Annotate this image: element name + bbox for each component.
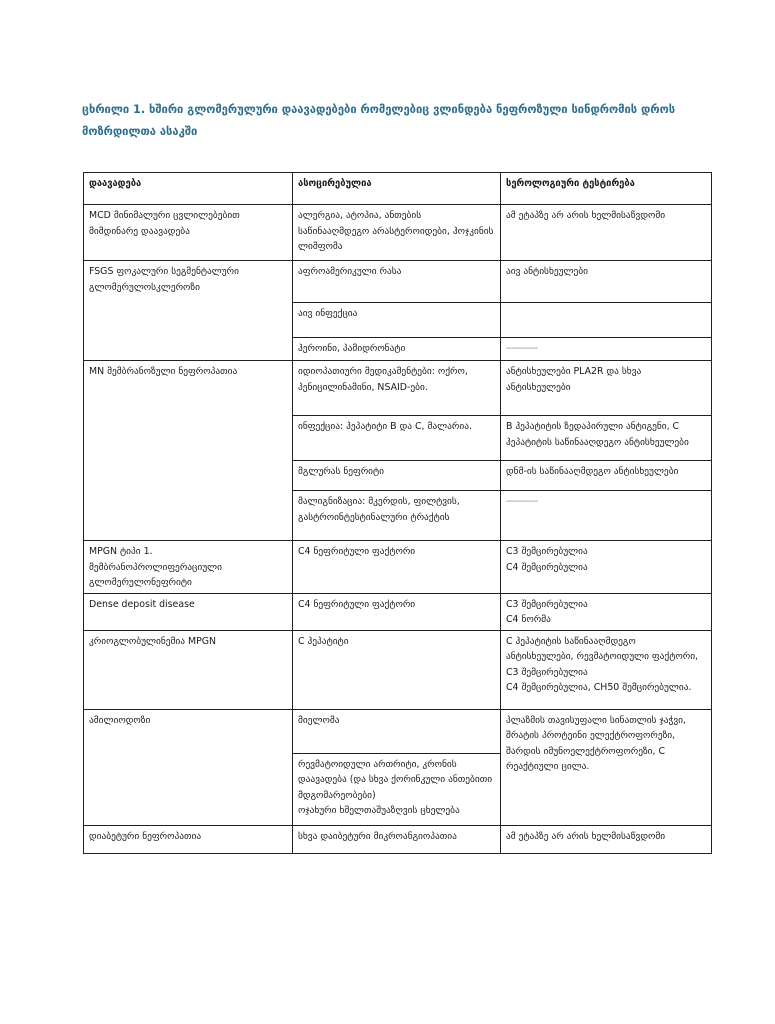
table-row (84, 825, 712, 853)
cell-disease: დიაბეტური ნეფროპათია (84, 825, 293, 853)
header-disease: დაავადება (84, 173, 293, 205)
cell-serology: ----------- (501, 338, 712, 361)
cell-serology: ----------- (501, 491, 712, 541)
cell-associated: ინფექცია: ჰეპატიტი B და C, მალარია. (293, 416, 501, 461)
cell-associated: რევმატოიდული ართრიტი, კრონის დაავადება (და სხვა ქორინკული ანთებითი მდგომარეობები) ოჯახური ხმელთაშუაზღვის ცხელება (293, 753, 501, 825)
cell-associated: ჰეროინი, პამიდრონატი (293, 338, 501, 361)
glomerular-diseases-table (83, 172, 712, 854)
cell-associated: მიელომა (293, 709, 501, 753)
header-serology: სეროლოგიური ტესტირება (501, 173, 712, 205)
table-row (84, 361, 712, 416)
table-row (84, 541, 712, 594)
cell-serology: ამ ეტაპზე არ არის ხელმისაწვდომი (501, 825, 712, 853)
cell-disease: MPGN ტიპი 1. მემბრანოპროლიფერაციული გლომერულონეფრიტი (84, 541, 293, 594)
cell-serology: C ჰეპატიტის საწინააღმდეგო ანტისხეულები, რევმატოიდული ფაქტორი, C3 შემცირებულია C4 შემცირებულია, CH50 შემცირებულია. (501, 630, 712, 709)
cell-associated: აფროამერიკული რასა (293, 261, 501, 303)
cell-disease: MCD მინიმალური ცვლილებებით მიმდინარე დაავადება (84, 205, 293, 261)
cell-serology: ამ ეტაპზე არ არის ხელმისაწვდომი (501, 205, 712, 261)
cell-associated: C ჰეპატიტი (293, 630, 501, 709)
table-row (84, 205, 712, 261)
cell-disease: Dense deposit disease (84, 593, 293, 630)
table-row (84, 709, 712, 753)
cell-serology (501, 303, 712, 338)
table-row (84, 630, 712, 709)
cell-serology: პლაზმის თავისუფალი სინათლის ჯაჭვი, შრატის პროტეინი ელექტროფორეზი, შარდის იმუნოელექტროფორეზი, C რეაქტიული ცილა. (501, 709, 712, 825)
cell-associated: C4 ნეფრიტული ფაქტორი (293, 541, 501, 594)
cell-serology: B ჰეპატიტის ზედაპირული ანტიგენი, C ჰეპატიტის საწინააღდეგო ანტისხეულები (501, 416, 712, 461)
cell-associated: სხვა დაიბეტური მიკროანგიოპათია (293, 825, 501, 853)
cell-associated: იდიოპათიური მედიკამენტები: ოქრო, პენიცილინამინი, NSAID-ები. (293, 361, 501, 416)
table-header-row (84, 173, 712, 205)
cell-serology: ანტისხეულები PLA2R და სხვა ანტისხეულები (501, 361, 712, 416)
cell-serology: C3 შემცირებულია C4 ნორმა (501, 593, 712, 630)
cell-serology: დნმ-ის საწინააღმდეგო ანტისხეულები (501, 461, 712, 491)
cell-serology: აივ ანტისხეულები (501, 261, 712, 303)
cell-disease: ამილიოდოზი (84, 709, 293, 825)
cell-associated: მალიგნიზაცია: მკერდის, ფილტვის, გასტროინტესტინალური ტრაქტის (293, 491, 501, 541)
table-caption: ცხრილი 1. ხშირი გლომერულური დაავადებები რომელებიც ვლინდება ნეფროზული სინდრომის დროს მოზრდილთა ასაკში (82, 103, 676, 138)
cell-associated: ალერგია, ატოპია, ანთების საწინააღმდეგო არასტეროიდები, ჰოჯკინის ლიმფომა (293, 205, 501, 261)
cell-associated: C4 ნეფრიტული ფაქტორი (293, 593, 501, 630)
table-row (84, 593, 712, 630)
table-row (84, 261, 712, 303)
cell-disease: FSGS ფოკალური სეგმენტალური გლომერულოსკლეროზი (84, 261, 293, 361)
cell-disease: MN მემბრანოზული ნეფროპათია (84, 361, 293, 541)
cell-associated: მგლურას ნეფრიტი (293, 461, 501, 491)
cell-disease: კრიოგლობულინემია MPGN (84, 630, 293, 709)
cell-serology: C3 შემცირებულია C4 შემცირებულია (501, 541, 712, 594)
cell-associated: აივ ინფექცია (293, 303, 501, 338)
header-associated: ასოცირებულია (293, 173, 501, 205)
